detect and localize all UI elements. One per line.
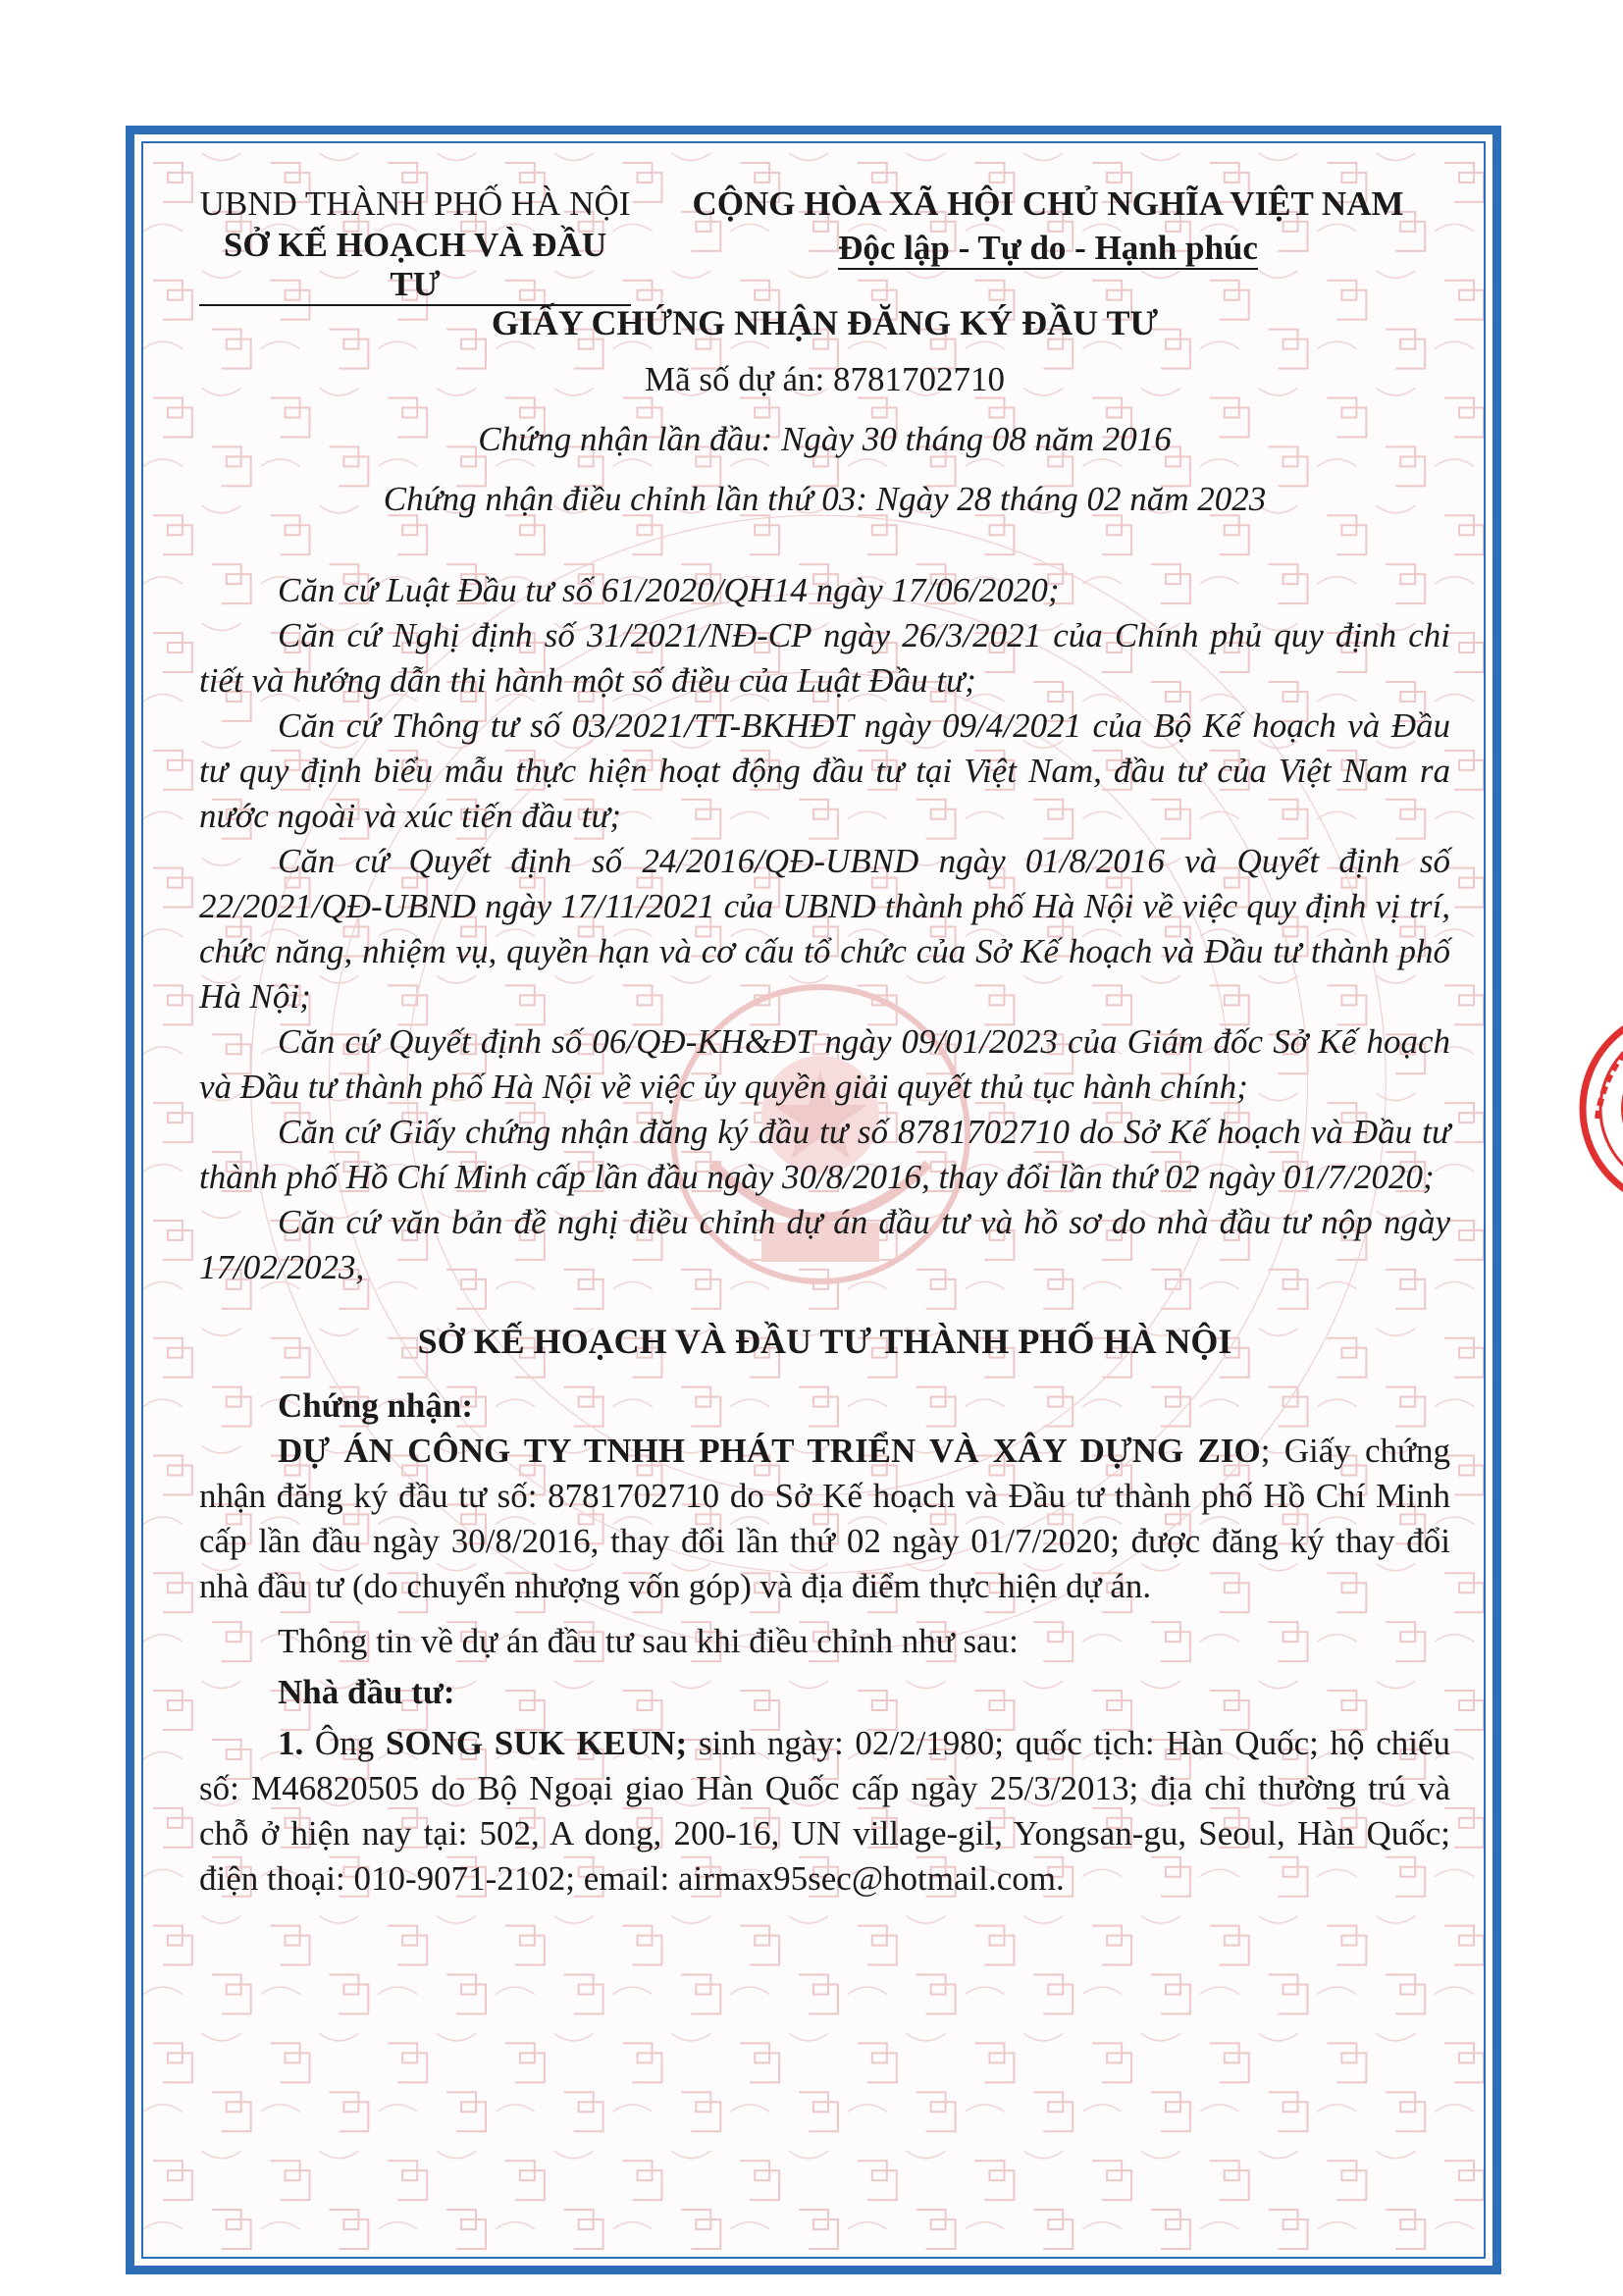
authority-line1: UBND THÀNH PHỐ HÀ NỘI [199,184,631,223]
project-name: DỰ ÁN CÔNG TY TNHH PHÁT TRIỂN VÀ XÂY DỰNG ZIO [278,1432,1261,1470]
basis-item: Căn cứ Nghị định số 31/2021/NĐ-CP ngày 26/3/2021 của Chính phủ quy định chi tiết và hướng dẫn thi hành một số điều của Luật Đầu tư; [199,616,1450,700]
investor-details: sinh ngày: 02/2/1980; quốc tịch: Hàn Quốc; hộ chiếu số: M46820505 do Bộ Ngoại giao Hàn Quốc cấp ngày 25/3/2013; địa chỉ thường trú và chỗ ở hiện nay tại: 502, A dong, 200-16, UN village-gil, Yongsan-gu, Seoul, Hàn Quốc; điện thoại: 010-9071-2102; email: airmax95sec@hotmail.com. [199,1724,1451,1898]
basis-item: Căn cứ Luật Đầu tư số 61/2020/QH14 ngày 17/06/2020; [278,571,1060,609]
investor-paragraph [199,1721,1450,1902]
motto-line [660,226,1436,270]
document-title: GIẤY CHỨNG NHẬN ĐĂNG KÝ ĐẦU TƯ [491,303,1159,342]
basis-item: Căn cứ Thông tư số 03/2021/TT-BKHĐT ngày 09/4/2021 của Bộ Kế hoạch và Đầu tư quy định biểu mẫu thực hiện hoạt động đầu tư tại Việt Nam, đầu tư của Việt Nam ra nước ngoài và xúc tiến đầu tư; [199,706,1450,835]
motto-text: Độc lập - Tự do - Hạnh phúc [838,229,1258,270]
info-intro: Thông tin về dự án đầu tư sau khi điều chỉnh như sau: [278,1622,1019,1660]
national-motto [660,182,1436,270]
legal-bases [199,568,1450,1290]
first-certified-date: Chứng nhận lần đầu: Ngày 30 tháng 08 năm 2016 [478,420,1172,458]
certify-label: Chứng nhận: [278,1386,474,1425]
basis-item: Căn cứ Giấy chứng nhận đăng ký đầu tư số 8781702710 do Sở Kế hoạch và Đầu tư thành phố Hồ Chí Minh cấp lần đầu ngày 30/8/2016, thay đổi lần thứ 02 ngày 01/7/2020; [199,1113,1450,1196]
country-name: CỘNG HÒA XÃ HỘI CHỦ NGHĨA VIỆT NAM [692,184,1404,223]
investor-prefix: Ông [303,1724,386,1762]
investor-number: 1. [278,1724,304,1762]
document-header [199,182,1450,303]
issuing-authority [199,182,631,306]
investor-name: SONG SUK KEUN; [385,1724,688,1762]
basis-item: Căn cứ văn bản đề nghị điều chỉnh dự án đầu tư và hồ sơ do nhà đầu tư nộp ngày 17/02/2023, [199,1203,1450,1286]
project-paragraph [199,1429,1450,1609]
authority-name: SỞ KẾ HOẠCH VÀ ĐẦU TƯ [199,226,631,306]
adjusted-date: Chứng nhận điều chỉnh lần thứ 03: Ngày 28 tháng 02 năm 2023 [383,480,1267,518]
authority-line2 [199,226,631,306]
agency-heading: SỞ KẾ HOẠCH VÀ ĐẦU TƯ THÀNH PHỐ HÀ NỘI [417,1322,1232,1361]
basis-item: Căn cứ Quyết định số 24/2016/QĐ-UBND ngày 01/8/2016 và Quyết định số 22/2021/QĐ-UBND ngày 17/11/2021 của UBND thành phố Hà Nội về việc quy định vị trí, chức năng, nhiệm vụ, quyền hạn và cơ cấu tổ chức của Sở Kế hoạch và Đầu tư thành phố Hà Nội; [199,842,1450,1016]
basis-item: Căn cứ Quyết định số 06/QĐ-KH&ĐT ngày 09/01/2023 của Giám đốc Sở Kế hoạch và Đầu tư thành phố Hà Nội về việc ủy quyền giải quyết thủ tục hành chính; [199,1022,1450,1106]
red-seal-stamp [1568,1001,1623,1217]
investor-label: Nhà đầu tư: [278,1673,455,1711]
certification-body [199,1383,1450,1902]
project-description: ; Giấy chứng nhận đăng ký đầu tư số: 8781702710 do Sở Kế hoạch và Đầu tư thành phố Hồ Chí Minh cấp lần đầu ngày 30/8/2016, thay đổi lần thứ 02 ngày 01/7/2020; được đăng ký thay đổi nhà đầu tư (do chuyển nhượng vốn góp) và địa điểm thực hiện dự án. [199,1432,1451,1605]
project-code: Mã số dự án: 8781702710 [644,360,1005,398]
certificate-content [199,182,1450,1902]
